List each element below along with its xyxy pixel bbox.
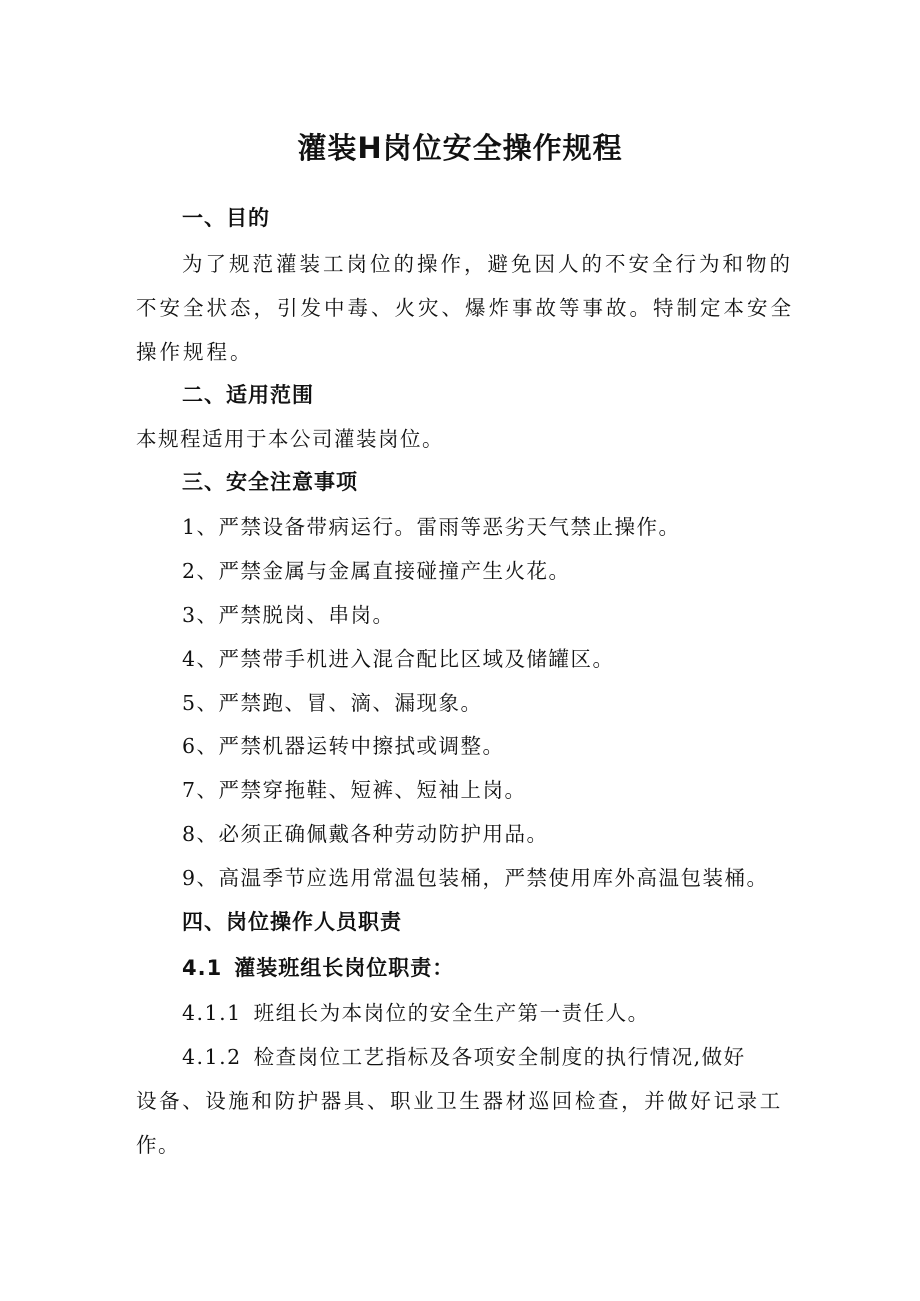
safety-item: 6、严禁机器运转中擦拭或调整。 xyxy=(182,734,505,758)
purpose-text-line-2: 不安全状态，引发中毒、火灾、爆炸事故等事故。特制定本安全 xyxy=(136,296,794,320)
section-heading-duties: 四、岗位操作人员职责 xyxy=(182,910,402,934)
scope-text: 本规程适用于本公司灌装岗位。 xyxy=(136,427,444,451)
purpose-text-line-3: 操作规程。 xyxy=(136,340,254,364)
safety-item: 3、严禁脱岗、串岗。 xyxy=(182,603,395,627)
sub-heading-number: 4.1 xyxy=(182,956,223,980)
duty-item-4-1-2-line-2: 设备、设施和防护器具、职业卫生器材巡回检查，并做好记录工 xyxy=(136,1089,783,1113)
duty-item-number: 4.1.1 xyxy=(182,1001,242,1025)
duty-item-4-1-1 xyxy=(182,998,842,1028)
section-heading-purpose: 一、目的 xyxy=(182,206,270,230)
safety-item: 5、严禁跑、冒、滴、漏现象。 xyxy=(182,691,483,715)
duty-item-text: 检查岗位工艺指标及各项安全制度的执行情况,做好 xyxy=(253,1045,746,1069)
section-heading-scope: 二、适用范围 xyxy=(182,383,314,407)
safety-item: 1、严禁设备带病运行。雷雨等恶劣天气禁止操作。 xyxy=(182,515,681,539)
purpose-text-line-1: 为了规范灌装工岗位的操作，避免因人的不安全行为和物的 xyxy=(182,252,793,276)
safety-item: 2、严禁金属与金属直接碰撞产生火花。 xyxy=(182,559,571,583)
safety-item: 7、严禁穿拖鞋、短裤、短袖上岗。 xyxy=(182,778,527,802)
safety-item: 4、严禁带手机进入混合配比区域及储罐区。 xyxy=(182,647,615,671)
duty-item-text: 班组长为本岗位的安全生产第一责任人。 xyxy=(253,1001,650,1025)
sub-heading-4-1 xyxy=(182,953,842,983)
sub-heading-text: 灌装班组长岗位职责： xyxy=(234,956,455,980)
section-heading-safety: 三、安全注意事项 xyxy=(182,470,358,494)
duty-item-number: 4.1.2 xyxy=(182,1045,242,1069)
safety-item: 9、高温季节应选用常温包装桶，严禁使用库外高温包装桶。 xyxy=(182,866,769,890)
document-title: 灌装H岗位安全操作规程 xyxy=(297,131,623,165)
duty-item-4-1-2-line-3: 作。 xyxy=(136,1133,180,1157)
safety-item: 8、必须正确佩戴各种劳动防护用品。 xyxy=(182,822,549,846)
duty-item-4-1-2 xyxy=(182,1042,842,1072)
